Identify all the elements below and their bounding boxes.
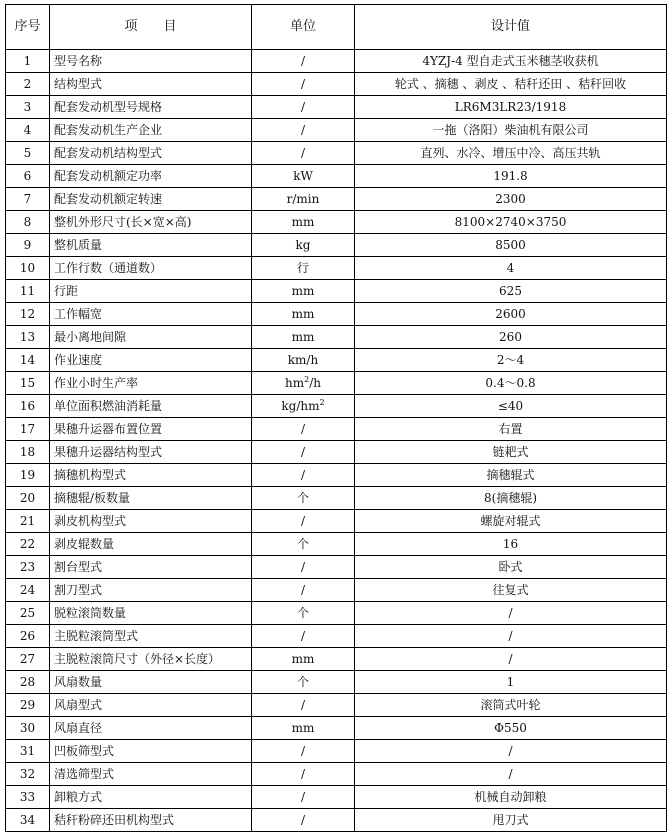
row-item: 配套发动机额定转速	[50, 188, 252, 211]
unit-base: kg/hm	[281, 399, 320, 413]
row-number: 22	[6, 533, 50, 556]
table-row	[6, 579, 667, 602]
row-value: 直列、水冷、增压中冷、高压共轨	[355, 142, 667, 165]
row-number: 11	[6, 280, 50, 303]
unit-superscript: 2	[319, 398, 325, 407]
row-value: 一拖（洛阳）柴油机有限公司	[355, 119, 667, 142]
row-value: 1	[355, 671, 667, 694]
row-number: 30	[6, 717, 50, 740]
row-unit	[252, 372, 355, 395]
row-item: 脱粒滚筒数量	[50, 602, 252, 625]
table-row	[6, 188, 667, 211]
row-unit: /	[252, 142, 355, 165]
row-number: 20	[6, 487, 50, 510]
row-value: /	[355, 602, 667, 625]
row-item: 秸秆粉碎还田机构型式	[50, 809, 252, 832]
row-value: 191.8	[355, 165, 667, 188]
row-item: 整机外形尺寸(长×宽×高)	[50, 211, 252, 234]
row-item: 最小离地间隙	[50, 326, 252, 349]
table-row	[6, 648, 667, 671]
table-row	[6, 234, 667, 257]
table-row	[6, 418, 667, 441]
row-unit: 个	[252, 533, 355, 556]
row-number: 21	[6, 510, 50, 533]
row-unit: /	[252, 50, 355, 73]
row-item: 剥皮辊数量	[50, 533, 252, 556]
spec-table	[5, 4, 667, 832]
table-row	[6, 464, 667, 487]
row-unit: /	[252, 464, 355, 487]
row-unit: /	[252, 73, 355, 96]
row-item: 配套发动机生产企业	[50, 119, 252, 142]
row-value: 螺旋对辊式	[355, 510, 667, 533]
row-unit: kW	[252, 165, 355, 188]
row-value: 摘穗辊式	[355, 464, 667, 487]
row-item: 凹板筛型式	[50, 740, 252, 763]
row-value: 2600	[355, 303, 667, 326]
row-item: 型号名称	[50, 50, 252, 73]
table-row	[6, 809, 667, 832]
row-value: 8100×2740×3750	[355, 211, 667, 234]
row-unit: /	[252, 510, 355, 533]
row-number: 8	[6, 211, 50, 234]
row-number: 25	[6, 602, 50, 625]
row-number: 4	[6, 119, 50, 142]
row-value: 甩刀式	[355, 809, 667, 832]
row-number: 1	[6, 50, 50, 73]
row-number: 18	[6, 441, 50, 464]
row-number: 7	[6, 188, 50, 211]
table-row	[6, 349, 667, 372]
row-item: 作业速度	[50, 349, 252, 372]
row-unit: /	[252, 694, 355, 717]
row-value: 8(摘穗辊)	[355, 487, 667, 510]
row-item: 主脱粒滚筒尺寸（外径×长度）	[50, 648, 252, 671]
table-row	[6, 510, 667, 533]
row-number: 5	[6, 142, 50, 165]
row-item: 配套发动机型号规格	[50, 96, 252, 119]
table-row	[6, 556, 667, 579]
row-number: 6	[6, 165, 50, 188]
row-value: 4YZJ-4 型自走式玉米穗茎收获机	[355, 50, 667, 73]
table-row	[6, 763, 667, 786]
row-value: 轮式 、摘穗 、剥皮 、秸秆还田 、秸秆回收	[355, 73, 667, 96]
table-row	[6, 625, 667, 648]
table-row	[6, 142, 667, 165]
row-unit: /	[252, 418, 355, 441]
row-unit: r/min	[252, 188, 355, 211]
table-row	[6, 326, 667, 349]
row-item: 风扇直径	[50, 717, 252, 740]
table-row	[6, 694, 667, 717]
row-number: 28	[6, 671, 50, 694]
table-row	[6, 395, 667, 418]
row-number: 27	[6, 648, 50, 671]
row-item: 单位面积燃油消耗量	[50, 395, 252, 418]
row-value: 机械自动卸粮	[355, 786, 667, 809]
table-row	[6, 487, 667, 510]
header-unit: 单位	[252, 5, 355, 50]
row-item: 风扇型式	[50, 694, 252, 717]
row-item: 摘穗辊/板数量	[50, 487, 252, 510]
row-number: 12	[6, 303, 50, 326]
row-value: /	[355, 763, 667, 786]
row-number: 26	[6, 625, 50, 648]
table-row	[6, 441, 667, 464]
row-unit: mm	[252, 280, 355, 303]
row-value: 0.4～0.8	[355, 372, 667, 395]
row-unit: /	[252, 579, 355, 602]
row-number: 23	[6, 556, 50, 579]
unit-base: hm	[285, 376, 305, 390]
row-item: 作业小时生产率	[50, 372, 252, 395]
row-unit: mm	[252, 648, 355, 671]
table-row	[6, 280, 667, 303]
row-value: 往复式	[355, 579, 667, 602]
row-unit: mm	[252, 326, 355, 349]
row-item: 整机质量	[50, 234, 252, 257]
table-row	[6, 671, 667, 694]
row-value: 625	[355, 280, 667, 303]
row-value: Φ550	[355, 717, 667, 740]
table-row	[6, 257, 667, 280]
table-row	[6, 786, 667, 809]
unit-superscript: 2	[304, 375, 310, 384]
row-unit: mm	[252, 303, 355, 326]
row-number: 19	[6, 464, 50, 487]
row-item: 风扇数量	[50, 671, 252, 694]
row-value: LR6M3LR23/1918	[355, 96, 667, 119]
row-item: 割刀型式	[50, 579, 252, 602]
table-row	[6, 533, 667, 556]
row-number: 13	[6, 326, 50, 349]
row-value: 8500	[355, 234, 667, 257]
row-unit: /	[252, 625, 355, 648]
row-item: 摘穗机构型式	[50, 464, 252, 487]
row-item: 行距	[50, 280, 252, 303]
row-unit	[252, 395, 355, 418]
row-number: 24	[6, 579, 50, 602]
row-number: 17	[6, 418, 50, 441]
row-number: 2	[6, 73, 50, 96]
table-body	[6, 50, 667, 832]
row-unit: 个	[252, 487, 355, 510]
row-number: 31	[6, 740, 50, 763]
row-value: 卧式	[355, 556, 667, 579]
table-row	[6, 50, 667, 73]
row-unit: /	[252, 119, 355, 142]
table-header-row	[6, 5, 667, 50]
row-item: 主脱粒滚筒型式	[50, 625, 252, 648]
row-unit: 个	[252, 602, 355, 625]
row-value: 右置	[355, 418, 667, 441]
row-unit: /	[252, 763, 355, 786]
row-item: 割台型式	[50, 556, 252, 579]
row-unit: /	[252, 809, 355, 832]
row-number: 29	[6, 694, 50, 717]
row-unit: /	[252, 96, 355, 119]
table-row	[6, 96, 667, 119]
table-row	[6, 303, 667, 326]
row-item: 工作幅宽	[50, 303, 252, 326]
row-number: 9	[6, 234, 50, 257]
row-value: 2300	[355, 188, 667, 211]
row-number: 32	[6, 763, 50, 786]
header-no: 序号	[6, 5, 50, 50]
row-number: 10	[6, 257, 50, 280]
row-number: 3	[6, 96, 50, 119]
table-row	[6, 372, 667, 395]
row-value: 链耙式	[355, 441, 667, 464]
header-value: 设计值	[355, 5, 667, 50]
row-unit: /	[252, 740, 355, 763]
row-number: 33	[6, 786, 50, 809]
table-row	[6, 165, 667, 188]
row-number: 15	[6, 372, 50, 395]
row-number: 34	[6, 809, 50, 832]
table-row	[6, 119, 667, 142]
header-item: 项 目	[50, 5, 252, 50]
row-unit: 行	[252, 257, 355, 280]
row-unit: mm	[252, 211, 355, 234]
row-unit: mm	[252, 717, 355, 740]
row-number: 16	[6, 395, 50, 418]
row-item: 果穗升运器布置位置	[50, 418, 252, 441]
table-row	[6, 717, 667, 740]
row-item: 果穗升运器结构型式	[50, 441, 252, 464]
row-item: 剥皮机构型式	[50, 510, 252, 533]
table-row	[6, 740, 667, 763]
table-row	[6, 73, 667, 96]
row-unit: /	[252, 441, 355, 464]
row-value: 260	[355, 326, 667, 349]
row-value: 4	[355, 257, 667, 280]
row-item: 清选筛型式	[50, 763, 252, 786]
row-value: ≤40	[355, 395, 667, 418]
row-unit: km/h	[252, 349, 355, 372]
row-value: 16	[355, 533, 667, 556]
row-number: 14	[6, 349, 50, 372]
table-row	[6, 211, 667, 234]
table-row	[6, 602, 667, 625]
row-value: /	[355, 648, 667, 671]
row-item: 配套发动机额定功率	[50, 165, 252, 188]
row-value: /	[355, 625, 667, 648]
row-value: /	[355, 740, 667, 763]
row-item: 结构型式	[50, 73, 252, 96]
row-unit: /	[252, 786, 355, 809]
row-unit: 个	[252, 671, 355, 694]
row-unit: /	[252, 556, 355, 579]
row-value: 2～4	[355, 349, 667, 372]
row-value: 滚筒式叶轮	[355, 694, 667, 717]
row-item: 卸粮方式	[50, 786, 252, 809]
row-item: 配套发动机结构型式	[50, 142, 252, 165]
unit-tail: /h	[309, 376, 321, 390]
row-unit: kg	[252, 234, 355, 257]
row-item: 工作行数（通道数）	[50, 257, 252, 280]
